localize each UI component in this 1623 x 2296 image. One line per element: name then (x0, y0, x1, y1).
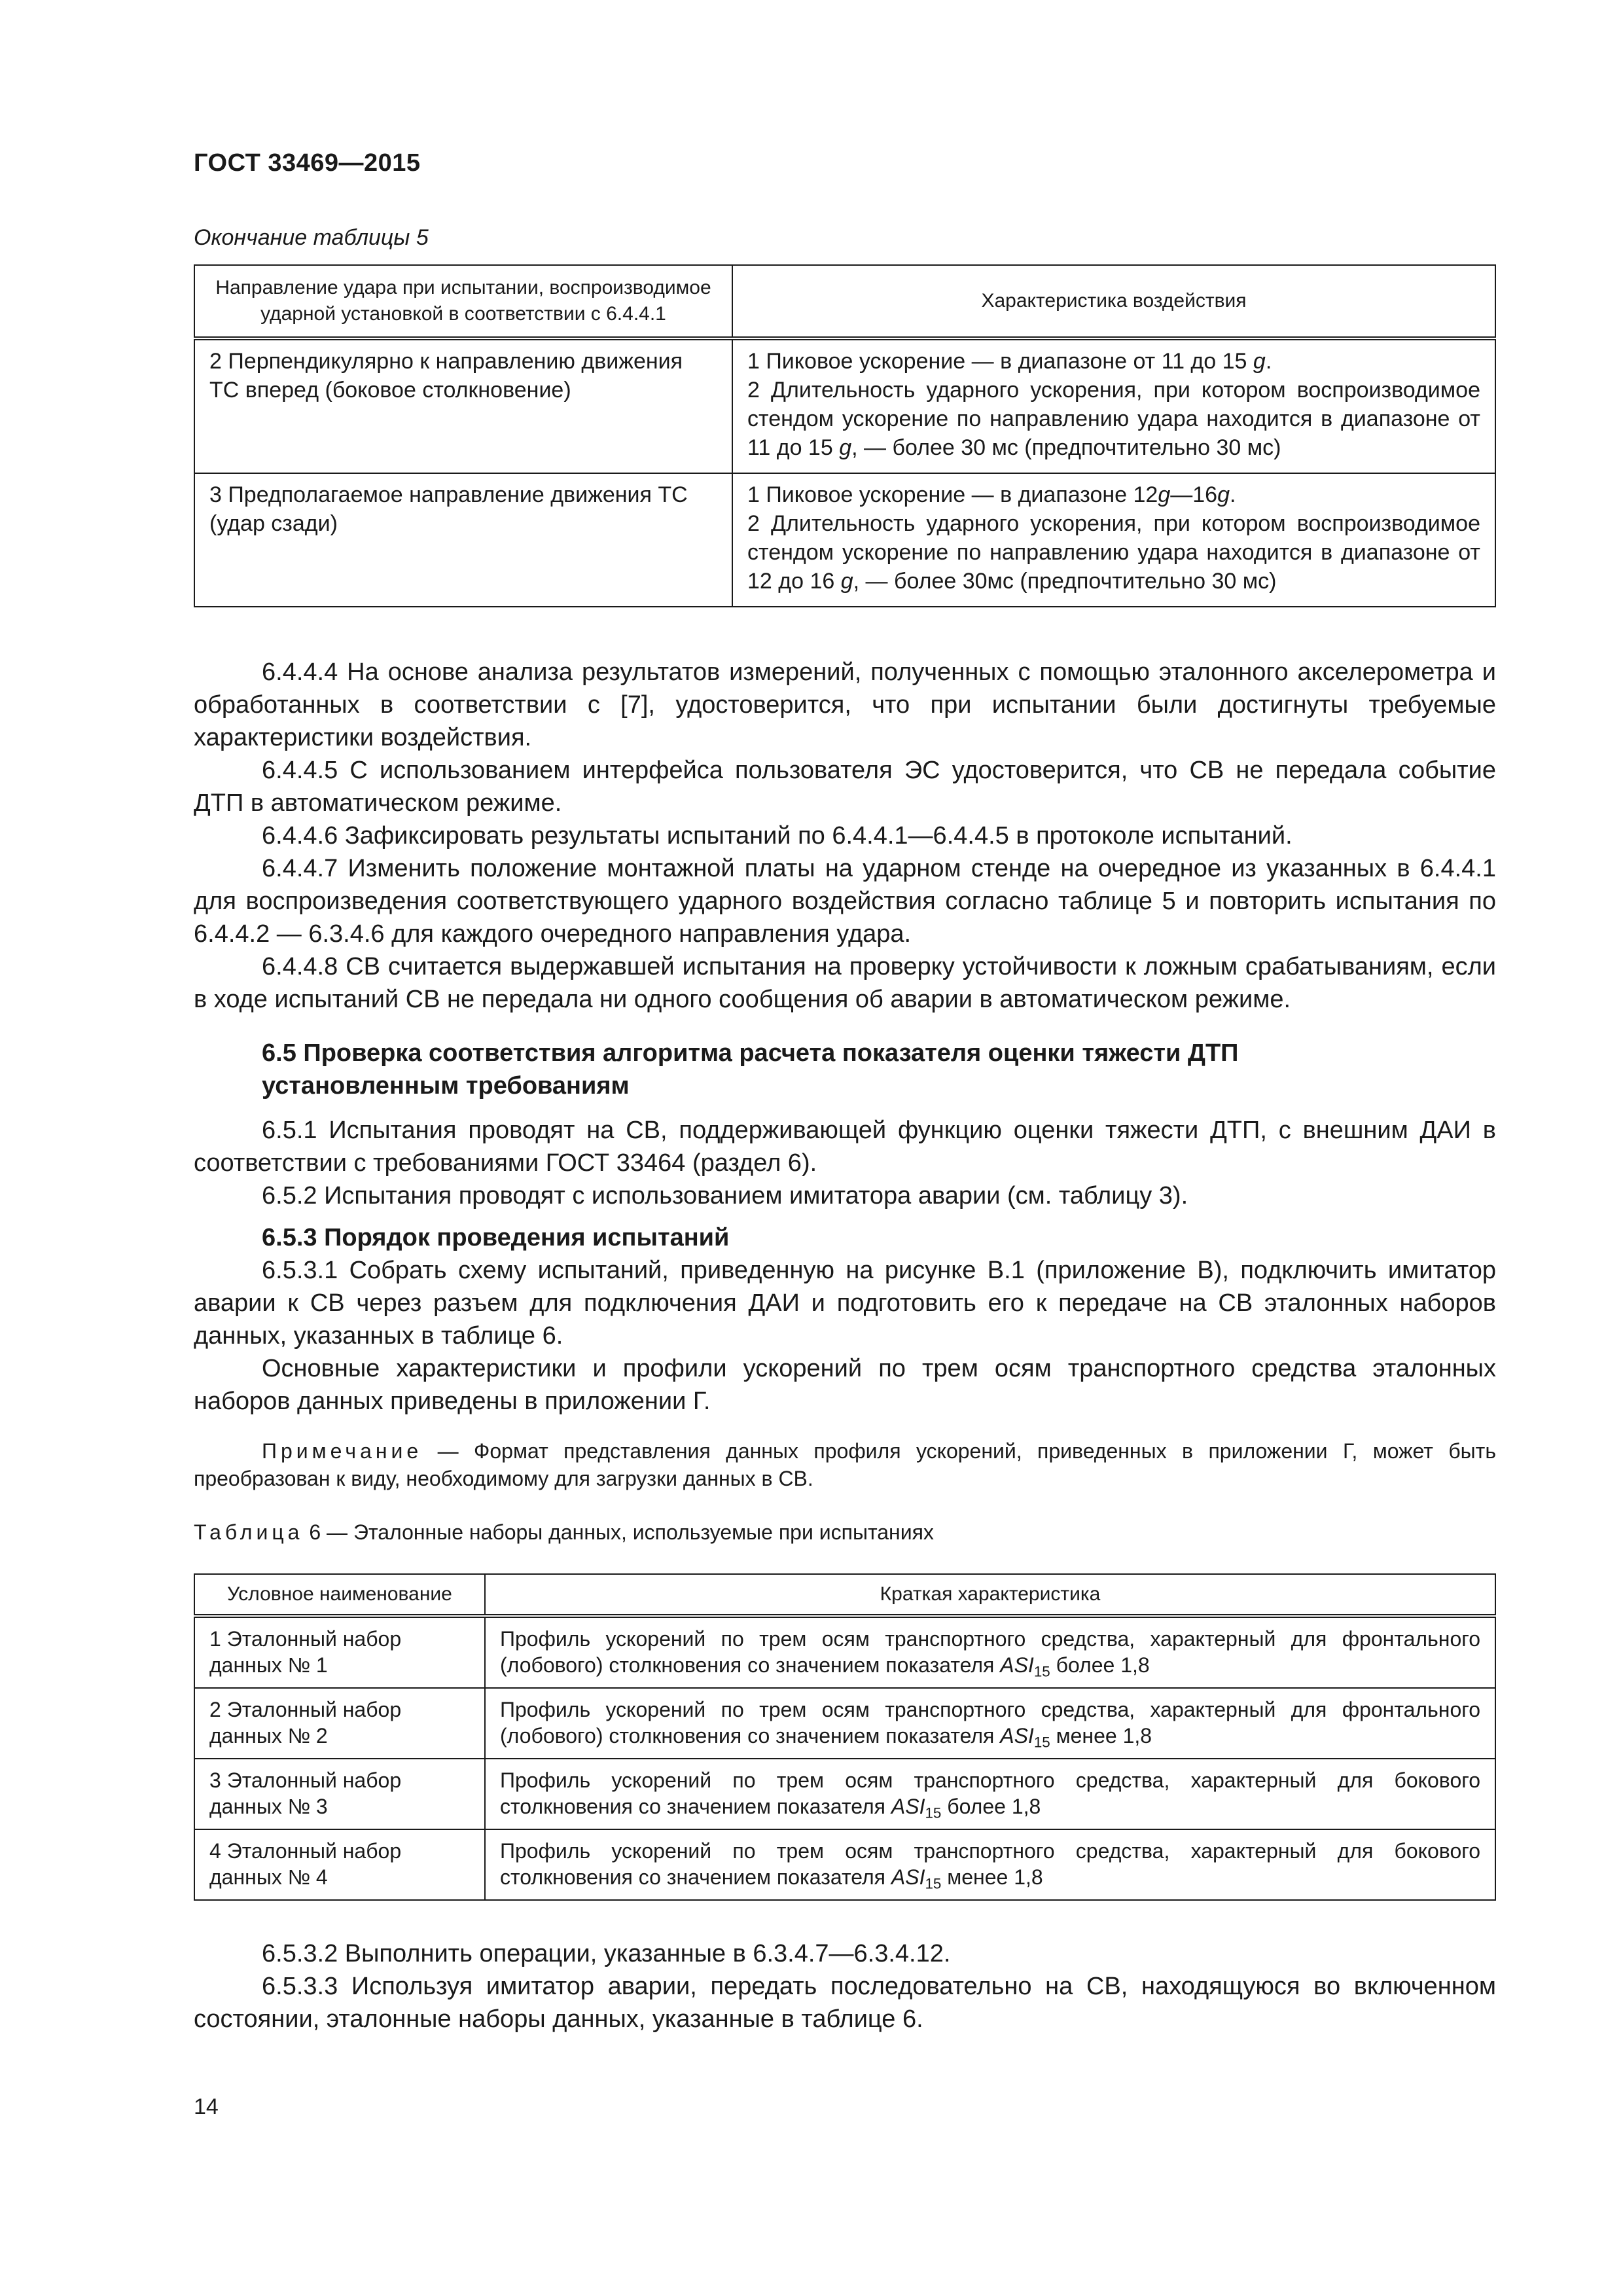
table-cell-description: Профиль ускорений по трем осям транспортного средства, характерный для бокового столкновения со значением показателя $ASI_{15}$ более 1,8 (485, 1759, 1495, 1829)
table-row (194, 338, 1495, 473)
subsection-heading-6-5-3: 6.5.3 Порядок проведения испытаний (262, 1224, 730, 1251)
body-section-2 (194, 1937, 1496, 2036)
table-header-row (194, 1574, 1495, 1616)
table-cell-direction: 3 Предполагаемое направление движения ТС (удар сзади) (194, 473, 732, 607)
table-5 (194, 264, 1496, 607)
section-heading-6-5: 6.5 Проверка соответствия алгоритма расчета показателя оценки тяжести ДТП установленным требованиям (262, 1039, 1239, 1100)
paragraph-6-5-3-3: 6.5.3.3 Используя имитатор аварии, передать последовательно на СВ, находящуюся во включенном состоянии, эталонные наборы данных, указанные в таблице 6. (194, 1973, 1496, 2033)
table-row (194, 1688, 1495, 1759)
table-cell-characteristic (732, 473, 1495, 607)
paragraph-6-4-4-5: 6.4.4.5 С использованием интерфейса пользователя ЭС удостоверится, что СВ не передала событие ДТП в автоматическом режиме. (194, 757, 1496, 817)
table-row (194, 1616, 1495, 1688)
table-header-cell: Характеристика воздействия (732, 265, 1495, 338)
note-text: — Формат представления данных профиля ускорений, приведенных в приложении Г, может быть преобразован к виду, необходимому для загрузки данных в СВ. (194, 1439, 1496, 1490)
paragraph-6-5-2: 6.5.2 Испытания проводят с использованием имитатора аварии (см. таблицу 3). (262, 1182, 1188, 1210)
paragraph-6-5-1: 6.5.1 Испытания проводят на СВ, поддерживающей функцию оценки тяжести ДТП, с внешним ДАИ в соответствии с требованиями ГОСТ 33464 (раздел 6). (194, 1117, 1496, 1177)
table-header-cell: Направление удара при испытании, воспроизводимое ударной установкой в соответствии с 6.4.4.1 (194, 265, 732, 338)
note (194, 1437, 1496, 1492)
characteristic-line: 1 Пиковое ускорение — в диапазоне от 11 до 15 g. (747, 349, 1272, 374)
standard-id: ГОСТ 33469—2015 (194, 149, 421, 177)
table-cell-direction: 2 Перпендикулярно к направлению движения ТС вперед (боковое столкновение) (194, 338, 732, 473)
characteristic-line: 1 Пиковое ускорение — в диапазоне 12g—16g. (747, 482, 1236, 507)
table-cell-description: Профиль ускорений по трем осям транспортного средства, характерный для фронтального (лобового) столкновения со значением показателя $ASI_{15}$ более 1,8 (485, 1616, 1495, 1688)
table-cell-name: 2 Эталонный набор данных № 2 (194, 1688, 485, 1759)
table-6-caption: Таблица 6 — Эталонные наборы данных, используемые при испытаниях (194, 1520, 934, 1544)
table-header-row (194, 265, 1495, 338)
table-header-cell: Условное наименование (194, 1574, 485, 1616)
paragraph-6-5-3-1: 6.5.3.1 Собрать схему испытаний, приведенную на рисунке В.1 (приложение В), подключить имитатор аварии к СВ через разъем для подключения ДАИ и подготовить его к передаче на СВ эталонных наборов данных, указанных в таблице 6. (194, 1257, 1496, 1350)
table-cell-description: Профиль ускорений по трем осям транспортного средства, характерный для бокового столкновения со значением показателя $ASI_{15}$ менее 1,8 (485, 1829, 1495, 1900)
table-cell-name: 1 Эталонный набор данных № 1 (194, 1616, 485, 1688)
characteristic-line: 2 Длительность ударного ускорения, при котором воспроизводимое стендом ускорение по направлению удара находится в диапазоне от 11 до 15 g, — более 30 мс (предпочтительно 30 мс) (747, 378, 1480, 460)
paragraph-main-characteristics: Основные характеристики и профили ускорений по трем осям транспортного средства эталонных наборов данных приведены в приложении Г. (194, 1355, 1496, 1415)
table-continuation-caption: Окончание таблицы 5 (194, 225, 429, 250)
note-label: Примечание (262, 1439, 423, 1463)
table-row (194, 473, 1495, 607)
paragraph-6-4-4-7: 6.4.4.7 Изменить положение монтажной платы на ударном стенде на очередное из указанных в 6.4.4.1 для воспроизведения соответствующего ударного воздействия согласно таблице 5 и повторить испытания по 6.4.4.2 — 6.3.4.6 для каждого очередного направления удара. (194, 855, 1496, 948)
table-row (194, 1829, 1495, 1900)
paragraph-6-4-4-8: 6.4.4.8 СВ считается выдержавшей испытания на проверку устойчивости к ложным срабатываниям, если в ходе испытаний СВ не передала ни одного сообщения об аварии в автоматическом режиме. (194, 953, 1496, 1013)
paragraph-6-4-4-6: 6.4.4.6 Зафиксировать результаты испытаний по 6.4.4.1—6.4.4.5 в протоколе испытаний. (262, 822, 1293, 850)
body-section-1 (194, 656, 1496, 1546)
paragraph-6-4-4-4: 6.4.4.4 На основе анализа результатов измерений, полученных с помощью эталонного акселерометра и обработанных в соответствии с [7], удостоверится, что при испытании были достигнуты требуемые характеристики воздействия. (194, 658, 1496, 751)
paragraph-6-5-3-2: 6.5.3.2 Выполнить операции, указанные в 6.3.4.7—6.3.4.12. (262, 1940, 951, 1967)
page-number: 14 (194, 2094, 219, 2119)
table-cell-characteristic (732, 338, 1495, 473)
characteristic-line: 2 Длительность ударного ускорения, при котором воспроизводимое стендом ускорение по направлению удара находится в диапазоне от 12 до 16 g, — более 30мс (предпочтительно 30 мс) (747, 511, 1480, 594)
table-cell-name: 4 Эталонный набор данных № 4 (194, 1829, 485, 1900)
table-row (194, 1759, 1495, 1829)
table-cell-name: 3 Эталонный набор данных № 3 (194, 1759, 485, 1829)
table-header-cell: Краткая характеристика (485, 1574, 1495, 1616)
table-6 (194, 1573, 1496, 1901)
table-cell-description: Профиль ускорений по трем осям транспортного средства, характерный для фронтального (лобового) столкновения со значением показателя $ASI_{15}$ менее 1,8 (485, 1688, 1495, 1759)
